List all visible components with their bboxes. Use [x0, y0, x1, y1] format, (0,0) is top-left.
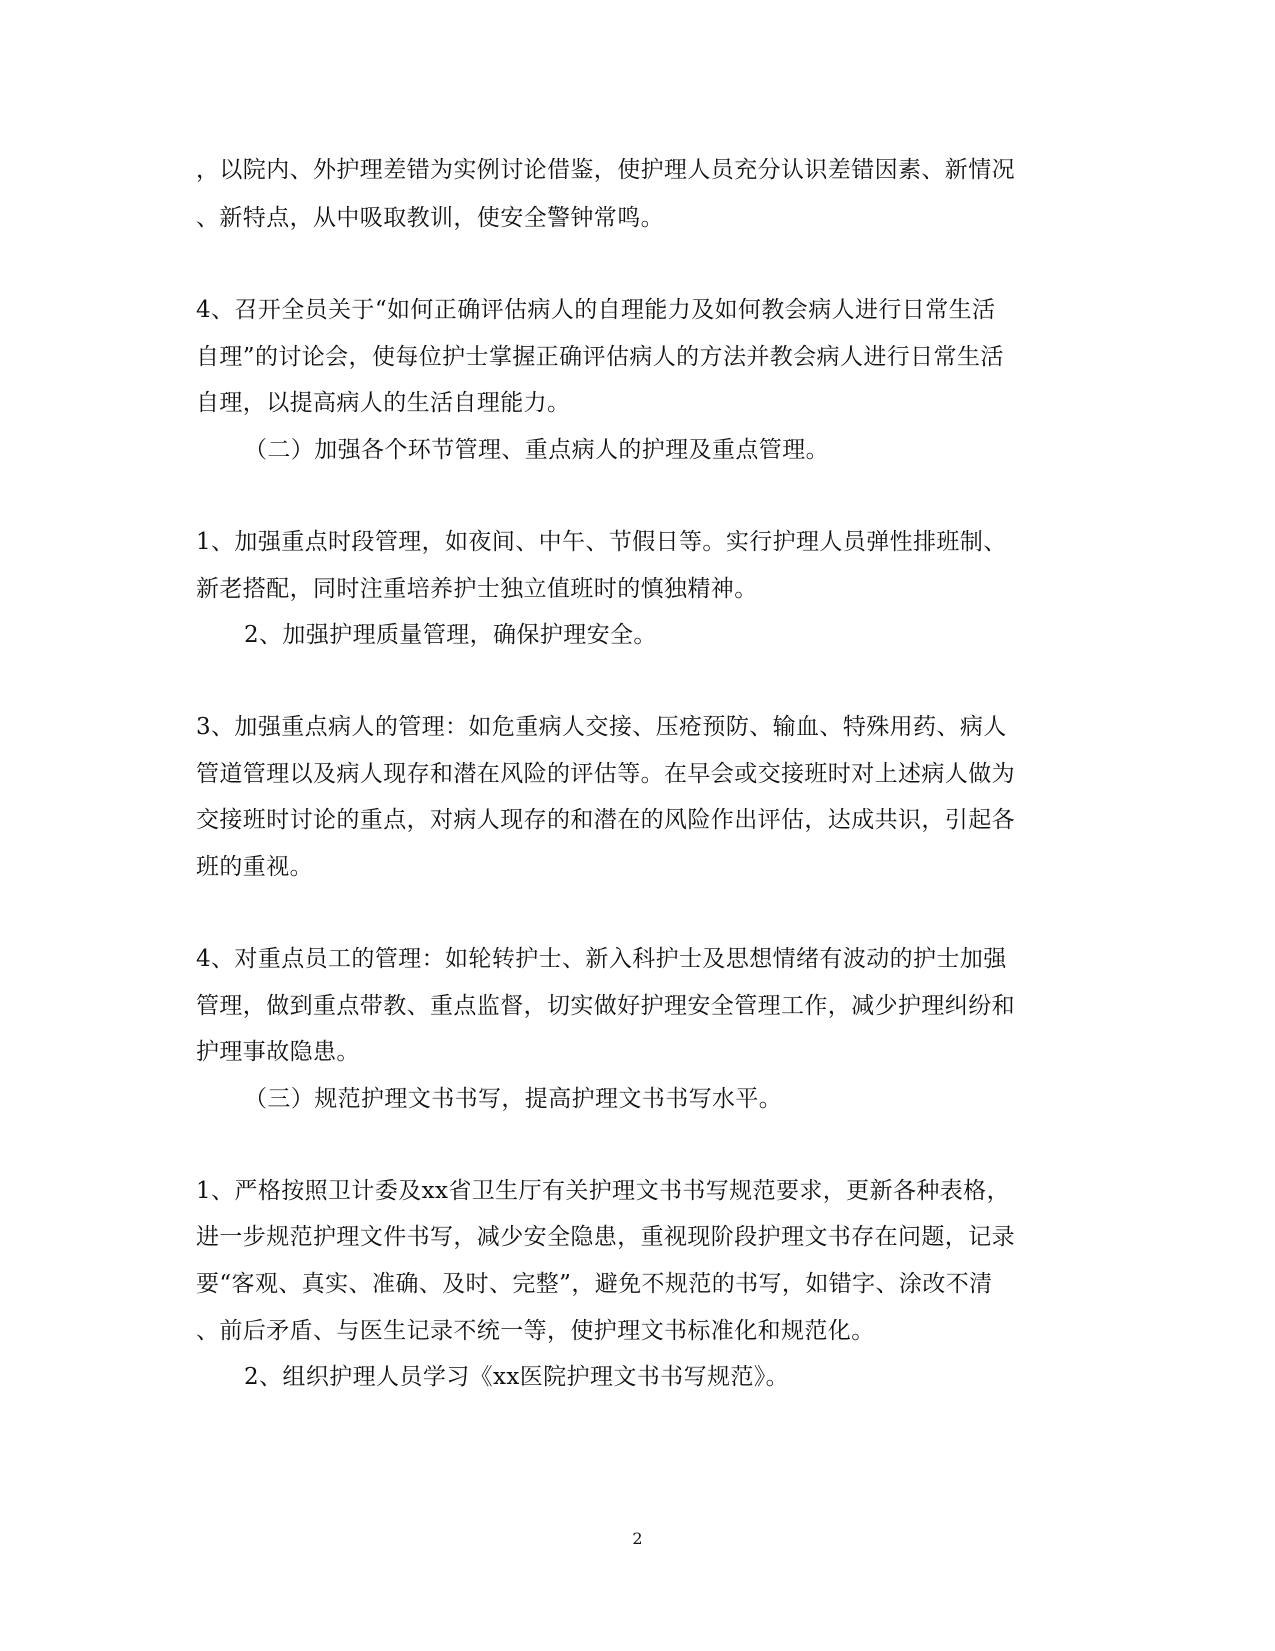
text-line: 、新特点，从中吸取教训，使安全警钟常鸣。 [196, 205, 664, 231]
text-line: 4、召开全员关于“如何正确评估病人的自理能力及如何教会病人进行日常生活 [196, 297, 996, 323]
section-heading: （三）规范护理文书书写，提高护理文书书写水平。 [244, 1086, 783, 1112]
text-line: 2、组织护理人员学习《xx医院护理文书书写规范》。 [244, 1364, 790, 1390]
text-line: 班的重视。 [196, 854, 313, 880]
text-line: 2、加强护理质量管理，确保护理安全。 [244, 622, 657, 648]
text-line: 自理，以提高病人的生活自理能力。 [196, 390, 571, 416]
text-line: 自理”的讨论会，使每位护士掌握正确评估病人的方法并教会病人进行日常生活 [196, 344, 1004, 370]
text-line: 1、加强重点时段管理，如夜间、中午、节假日等。实行护理人员弹性排班制、 [196, 529, 1007, 555]
section-heading: （二）加强各个环节管理、重点病人的护理及重点管理。 [244, 437, 829, 463]
text-line: 护理事故隐患。 [196, 1039, 360, 1065]
text-line: 、前后矛盾、与医生记录不统一等，使护理文书标准化和规范化。 [196, 1318, 875, 1344]
text-line: ，以院内、外护理差错为实例讨论借鉴，使护理人员充分认识差错因素、新情况 [196, 157, 1015, 183]
page-number: 2 [632, 1529, 643, 1548]
text-line: 管理，做到重点带教、重点监督，切实做好护理安全管理工作，减少护理纠纷和 [196, 993, 1015, 1019]
text-line: 交接班时讨论的重点，对病人现存的和潜在的风险作出评估，达成共识，引起各 [196, 807, 1015, 833]
text-line: 1、严格按照卫计委及xx省卫生厅有关护理文书书写规范要求，更新各种表格， [196, 1178, 1010, 1204]
text-line: 新老搭配，同时注重培养护士独立值班时的慎独精神。 [196, 576, 758, 602]
text-line: 3、加强重点病人的管理：如危重病人交接、压疮预防、输血、特殊用药、病人 [196, 714, 1007, 740]
text-line: 4、对重点员工的管理：如轮转护士、新入科护士及思想情绪有波动的护士加强 [196, 946, 1007, 972]
text-line: 管道管理以及病人现存和潜在风险的评估等。在早会或交接班时对上述病人做为 [196, 761, 1015, 787]
text-line: 要“客观、真实、准确、及时、完整”，避免不规范的书写，如错字、涂改不清 [196, 1271, 993, 1297]
text-line: 进一步规范护理文件书写，减少安全隐患，重视现阶段护理文书存在问题，记录 [196, 1224, 1015, 1250]
